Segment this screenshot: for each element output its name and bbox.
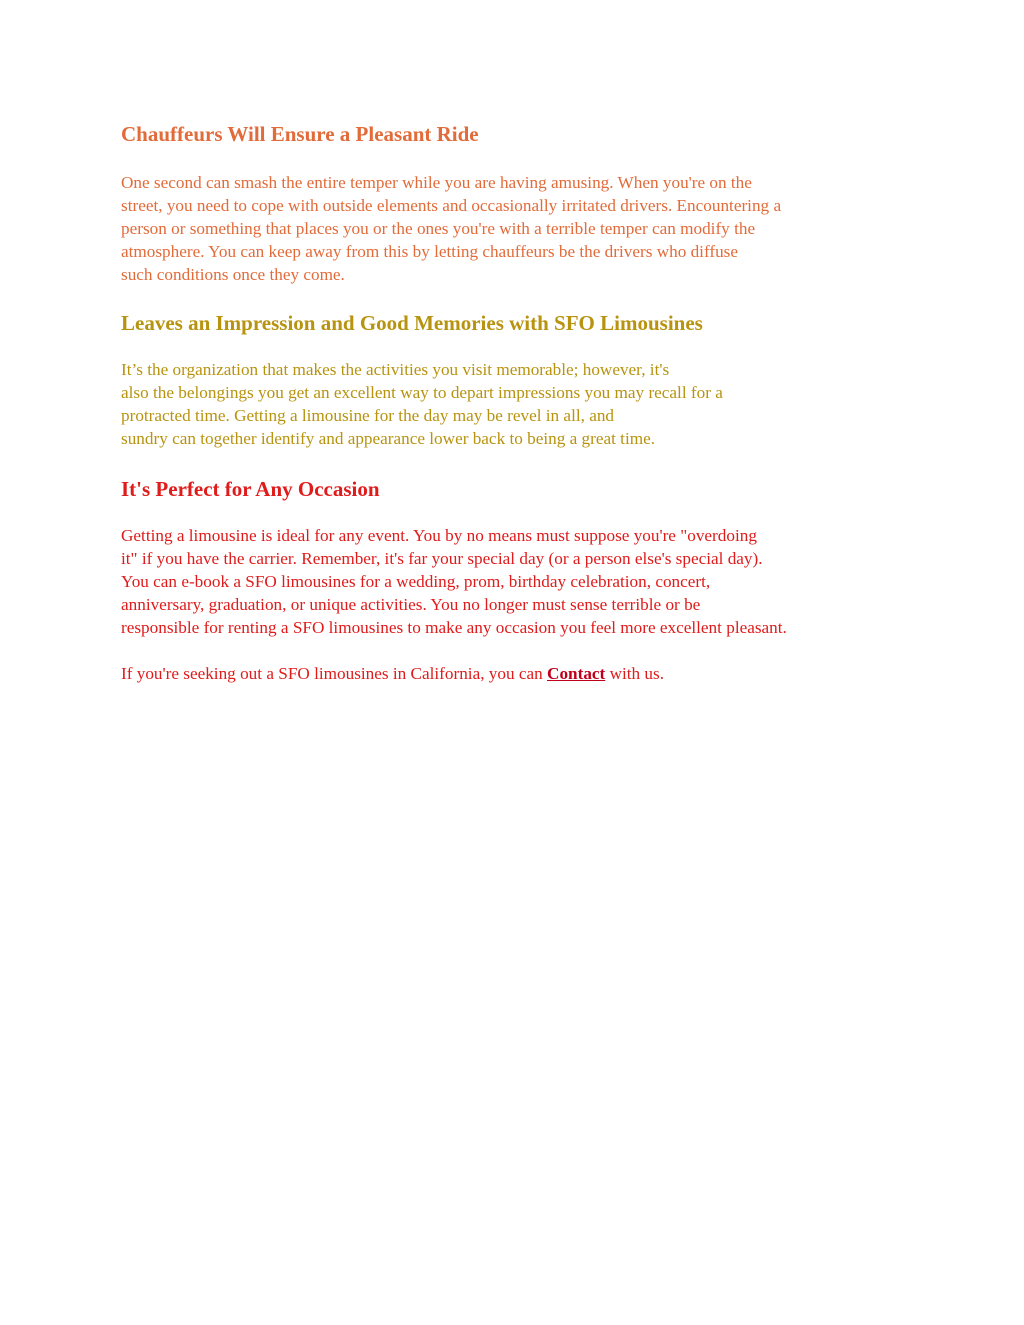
closing-text-after: with us. [605,664,665,684]
paragraph-line: You can e-book a SFO limousines for a wedding, prom, birthday celebration, concert, [121,572,711,592]
paragraph-line: street, you need to cope with outside elements and occasionally irritated drivers. Encountering a [121,196,782,216]
section-paragraph [121,524,921,639]
closing-paragraph [121,662,921,685]
paragraph-line: also the belongings you get an excellent way to depart impressions you may recall for a [121,383,723,403]
closing-line [121,662,921,685]
section-heading: It's Perfect for Any Occasion [121,477,380,501]
paragraph-line: such conditions once they come. [121,265,345,285]
paragraph-line: person or something that places you or the ones you're with a terrible temper can modify the [121,219,756,239]
section-occasion [121,476,921,686]
section-paragraph [121,358,921,450]
paragraph-line: atmosphere. You can keep away from this by letting chauffeurs be the drivers who diffuse [121,242,739,262]
closing-text-before: If you're seeking out a SFO limousines in California, you can [121,664,548,684]
paragraph-line: Getting a limousine is ideal for any event. You by no means must suppose you're "overdoing [121,526,757,545]
paragraph-line: responsible for renting a SFO limousines to make any occasion you feel more excellent pleasant. [121,618,787,638]
paragraph-line: anniversary, graduation, or unique activities. You no longer must sense terrible or be [121,595,701,615]
section-heading: Chauffeurs Will Ensure a Pleasant Ride [121,122,479,146]
section-impression [121,310,921,450]
section-heading: Leaves an Impression and Good Memories with SFO Limousines [121,311,703,335]
paragraph-line: One second can smash the entire temper while you are having amusing. When you're on the [121,173,752,192]
section-paragraph [121,171,921,286]
section-chauffeurs [121,121,921,286]
contact-link[interactable]: Contact [547,664,606,684]
paragraph-line: protracted time. Getting a limousine for the day may be revel in all, and [121,406,615,426]
paragraph-line: It’s the organization that makes the activities you visit memorable; however, it's [121,360,670,379]
paragraph-line: it" if you have the carrier. Remember, it's far your special day (or a person else's special day). [121,549,763,569]
paragraph-line: sundry can together identify and appearance lower back to being a great time. [121,429,656,449]
